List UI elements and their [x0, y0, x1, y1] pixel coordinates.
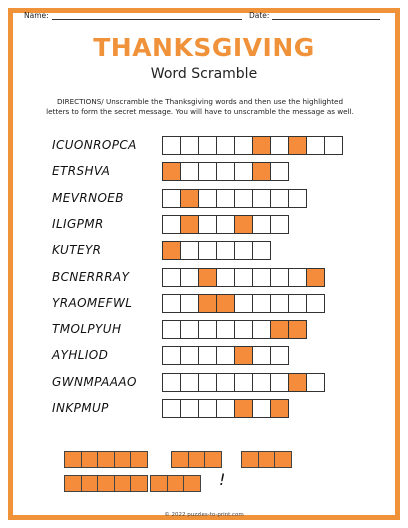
letter-box[interactable]	[252, 294, 271, 313]
answer-row	[162, 241, 270, 260]
letter-box[interactable]	[198, 241, 217, 260]
letter-box[interactable]	[306, 373, 325, 392]
letter-box[interactable]	[180, 346, 199, 365]
secret-letter-box[interactable]	[114, 451, 132, 468]
letter-box[interactable]	[306, 294, 325, 313]
letter-box[interactable]	[216, 136, 235, 155]
page-border	[8, 8, 400, 520]
scrambled-word: INKPMUP	[52, 401, 109, 415]
directions	[40, 97, 360, 117]
letter-box[interactable]	[270, 294, 289, 313]
letter-box[interactable]	[306, 136, 325, 155]
letter-box[interactable]	[252, 399, 271, 418]
letter-box[interactable]	[252, 320, 271, 339]
name-label: Name:	[24, 11, 49, 20]
answer-row	[162, 294, 324, 313]
letter-box[interactable]	[198, 346, 217, 365]
letter-box[interactable]	[324, 136, 343, 155]
secret-letter-box[interactable]	[130, 475, 148, 492]
page-subtitle: Word Scramble	[150, 66, 258, 82]
date-label: Date:	[249, 11, 270, 20]
scrambled-word: ICUONROPCA	[52, 138, 137, 152]
letter-box[interactable]	[162, 320, 181, 339]
letter-box[interactable]	[270, 189, 289, 208]
highlighted-letter-box[interactable]	[234, 346, 253, 365]
secret-letter-box[interactable]	[64, 451, 82, 468]
letter-box[interactable]	[234, 294, 253, 313]
secret-letter-box[interactable]	[188, 451, 206, 468]
letter-box[interactable]	[234, 268, 253, 287]
secret-letter-box[interactable]	[150, 475, 168, 492]
scrambled-word: BCNERRRAY	[52, 269, 130, 284]
letter-box[interactable]	[252, 268, 271, 287]
letter-box[interactable]	[252, 189, 271, 208]
highlighted-letter-box[interactable]	[234, 215, 253, 234]
directions-line-1: DIRECTIONS/ Unscramble the Thanksgiving words and then use the highlighted	[56, 97, 344, 106]
letter-box[interactable]	[198, 399, 217, 418]
secret-word-group	[241, 451, 291, 468]
answer-row	[162, 189, 306, 208]
letter-box[interactable]	[234, 320, 253, 339]
letter-box[interactable]	[180, 268, 199, 287]
highlighted-letter-box[interactable]	[162, 162, 181, 181]
letter-box[interactable]	[180, 162, 199, 181]
letter-box[interactable]	[180, 399, 199, 418]
letter-box[interactable]	[162, 268, 181, 287]
scrambled-word: GWNMPAAAO	[52, 374, 137, 389]
letter-box[interactable]	[252, 215, 271, 234]
scrambled-word: YRAOMEFWL	[52, 295, 133, 310]
date-field[interactable]	[249, 11, 380, 20]
letter-box[interactable]	[270, 136, 289, 155]
secret-letter-box[interactable]	[274, 451, 292, 468]
secret-letter-box[interactable]	[114, 475, 132, 492]
highlighted-letter-box[interactable]	[288, 136, 307, 155]
answer-row	[162, 215, 288, 234]
highlighted-letter-box[interactable]	[198, 294, 217, 313]
letter-box[interactable]	[198, 320, 217, 339]
secret-letter-box[interactable]	[204, 451, 222, 468]
highlighted-letter-box[interactable]	[288, 373, 307, 392]
letter-box[interactable]	[288, 268, 307, 287]
letter-box[interactable]	[180, 136, 199, 155]
highlighted-letter-box[interactable]	[180, 189, 199, 208]
answer-row	[162, 268, 324, 287]
highlighted-letter-box[interactable]	[198, 268, 217, 287]
answer-row	[162, 320, 306, 339]
highlighted-letter-box[interactable]	[252, 136, 271, 155]
secret-letter-box[interactable]	[81, 451, 99, 468]
secret-word-group	[150, 475, 200, 492]
letter-box[interactable]	[180, 241, 199, 260]
letter-box[interactable]	[234, 241, 253, 260]
letter-box[interactable]	[270, 268, 289, 287]
directions-line-2: letters to form the secret message. You will have to unscramble the message as well.	[46, 107, 354, 116]
name-line[interactable]	[52, 11, 242, 20]
letter-box[interactable]	[162, 399, 181, 418]
letter-box[interactable]	[198, 373, 217, 392]
highlighted-letter-box[interactable]	[270, 320, 289, 339]
highlighted-letter-box[interactable]	[306, 268, 325, 287]
secret-letter-box[interactable]	[258, 451, 276, 468]
secret-letter-box[interactable]	[81, 475, 99, 492]
highlighted-letter-box[interactable]	[234, 399, 253, 418]
letter-box[interactable]	[180, 373, 199, 392]
letter-box[interactable]	[252, 373, 271, 392]
letter-box[interactable]	[162, 215, 181, 234]
letter-box[interactable]	[180, 294, 199, 313]
scrambled-word: ILIGPMR	[52, 216, 104, 231]
letter-box[interactable]	[216, 320, 235, 339]
letter-box[interactable]	[234, 373, 253, 392]
letter-box[interactable]	[216, 189, 235, 208]
name-field[interactable]	[24, 11, 242, 20]
scrambled-word: KUTEYR	[52, 243, 102, 258]
letter-box[interactable]	[288, 294, 307, 313]
secret-letter-box[interactable]	[130, 451, 148, 468]
letter-box[interactable]	[252, 346, 271, 365]
letter-box[interactable]	[234, 162, 253, 181]
highlighted-letter-box[interactable]	[180, 215, 199, 234]
letter-box[interactable]	[198, 162, 217, 181]
letter-box[interactable]	[216, 346, 235, 365]
highlighted-letter-box[interactable]	[270, 399, 289, 418]
secret-letter-box[interactable]	[171, 451, 189, 468]
secret-letter-box[interactable]	[241, 451, 259, 468]
letter-box[interactable]	[180, 320, 199, 339]
answer-row	[162, 373, 324, 392]
letter-box[interactable]	[162, 136, 181, 155]
secret-word-group	[64, 451, 147, 468]
secret-letter-box[interactable]	[97, 451, 115, 468]
letter-box[interactable]	[216, 268, 235, 287]
letter-box[interactable]	[216, 215, 235, 234]
secret-letter-box[interactable]	[97, 475, 115, 492]
letter-box[interactable]	[270, 346, 289, 365]
letter-box[interactable]	[252, 241, 271, 260]
secret-word-group	[64, 475, 147, 492]
highlighted-letter-box[interactable]	[252, 162, 271, 181]
highlighted-letter-box[interactable]	[216, 294, 235, 313]
letter-box[interactable]	[288, 189, 307, 208]
highlighted-letter-box[interactable]	[288, 320, 307, 339]
letter-box[interactable]	[162, 373, 181, 392]
scrambled-word: TMOLPYUH	[52, 322, 122, 337]
date-line[interactable]	[272, 11, 380, 20]
letter-box[interactable]	[216, 241, 235, 260]
answer-row	[162, 399, 288, 418]
letter-box[interactable]	[234, 189, 253, 208]
answer-row	[162, 136, 342, 155]
highlighted-letter-box[interactable]	[162, 241, 181, 260]
letter-box[interactable]	[198, 215, 217, 234]
letter-box[interactable]	[270, 373, 289, 392]
letter-box[interactable]	[270, 162, 289, 181]
letter-box[interactable]	[234, 136, 253, 155]
page-title: THANKSGIVING	[93, 33, 315, 62]
letter-box[interactable]	[270, 215, 289, 234]
letter-box[interactable]	[216, 399, 235, 418]
letter-box[interactable]	[198, 189, 217, 208]
letter-box[interactable]	[216, 162, 235, 181]
secret-letter-box[interactable]	[167, 475, 185, 492]
scrambled-word: ETRSHVA	[52, 164, 111, 179]
letter-box[interactable]	[216, 373, 235, 392]
letter-box[interactable]	[162, 189, 181, 208]
secret-letter-box[interactable]	[183, 475, 201, 492]
secret-word-group	[171, 451, 221, 468]
copyright-footer: © 2022 puzzles-to-print.com	[164, 512, 244, 518]
answer-row	[162, 346, 288, 365]
scrambled-word: MEVRNOEB	[52, 190, 124, 205]
letter-box[interactable]	[162, 346, 181, 365]
secret-message-end: !	[219, 470, 226, 489]
answer-row	[162, 162, 288, 181]
letter-box[interactable]	[162, 294, 181, 313]
scrambled-word: AYHLIOD	[52, 348, 109, 363]
secret-letter-box[interactable]	[64, 475, 82, 492]
letter-box[interactable]	[198, 136, 217, 155]
